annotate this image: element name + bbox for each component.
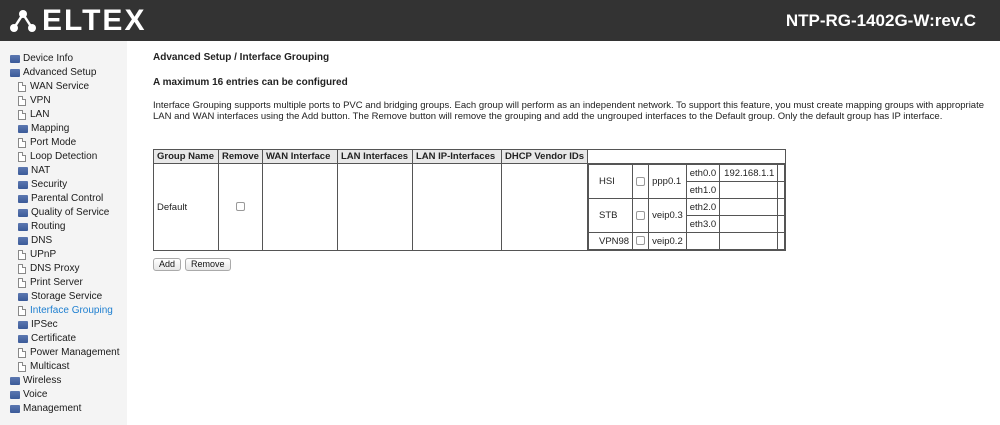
lan-ip-interfaces-cell xyxy=(412,164,501,251)
remove-button[interactable]: Remove xyxy=(185,258,231,271)
sidebar-item-label: IPSec xyxy=(31,319,58,330)
service-checkbox-cell xyxy=(633,165,649,199)
sidebar-item-label: Management xyxy=(23,403,82,414)
lan-ip-address xyxy=(720,216,778,233)
folder-icon xyxy=(18,167,28,175)
folder-icon xyxy=(18,125,28,133)
sidebar-item-label: DNS Proxy xyxy=(30,263,80,274)
folder-icon xyxy=(10,391,20,399)
sidebar-item-storage-service[interactable] xyxy=(0,290,127,304)
dhcp-vendor-ids-cell xyxy=(501,164,587,251)
folder-icon xyxy=(10,55,20,63)
sidebar-item-device-info[interactable] xyxy=(0,52,127,66)
action-buttons xyxy=(153,258,231,271)
sidebar-item-label: Advanced Setup xyxy=(23,67,97,78)
empty-cell xyxy=(778,216,785,233)
lan-interfaces-cell xyxy=(337,164,412,251)
lan-interface: eth3.0 xyxy=(686,216,719,233)
eltex-logo-icon xyxy=(8,6,38,36)
folder-icon xyxy=(10,405,20,413)
service-row xyxy=(588,199,784,216)
lan-ip-address xyxy=(720,182,778,199)
header-group-name: Group Name xyxy=(154,150,219,164)
folder-icon xyxy=(18,335,28,343)
remove-checkbox[interactable] xyxy=(236,202,245,211)
sidebar-item-label: Interface Grouping xyxy=(30,305,113,316)
add-button[interactable]: Add xyxy=(153,258,181,271)
sidebar-item-label: DNS xyxy=(31,235,53,246)
page-icon xyxy=(18,96,26,106)
folder-icon xyxy=(18,293,28,301)
sidebar-item-label: UPnP xyxy=(30,249,57,260)
sidebar-item-quality-of-service[interactable] xyxy=(0,206,127,220)
sidebar-item-label: Loop Detection xyxy=(30,151,98,162)
top-header xyxy=(0,0,1000,41)
sidebar-item-label: LAN xyxy=(30,109,50,120)
sidebar-item-label: WAN Service xyxy=(30,81,90,92)
sidebar-item-print-server[interactable] xyxy=(0,276,127,290)
services-cell xyxy=(587,164,785,251)
sidebar-item-voice[interactable] xyxy=(0,388,127,402)
empty-cell xyxy=(778,233,785,250)
sidebar-item-nat[interactable] xyxy=(0,164,127,178)
sidebar-item-lan[interactable] xyxy=(0,108,127,122)
sidebar-item-advanced-setup[interactable] xyxy=(0,66,127,80)
page-icon xyxy=(18,138,26,148)
device-model: NTP-RG-1402G-W:rev.C xyxy=(785,11,976,30)
header-lan-interfaces: LAN Interfaces xyxy=(337,150,412,164)
folder-icon xyxy=(18,209,28,217)
service-checkbox-cell xyxy=(633,199,649,233)
service-row xyxy=(588,233,784,250)
header-wan-interface: WAN Interface xyxy=(262,150,337,164)
folder-icon xyxy=(18,237,28,245)
remove-cell xyxy=(219,164,263,251)
entries-limit-note: A maximum 16 entries can be configured xyxy=(153,77,348,88)
service-name: VPN98 xyxy=(588,233,632,250)
sidebar-item-label: Port Mode xyxy=(30,137,77,148)
sidebar-item-parental-control[interactable] xyxy=(0,192,127,206)
folder-icon xyxy=(10,377,20,385)
sidebar-item-wan-service[interactable] xyxy=(0,80,127,94)
sidebar-item-power-management[interactable] xyxy=(0,346,127,360)
sidebar-item-certificate[interactable] xyxy=(0,332,127,346)
sidebar-item-label: Voice xyxy=(23,389,48,400)
sidebar-item-dns[interactable] xyxy=(0,234,127,248)
folder-icon xyxy=(18,181,28,189)
folder-icon xyxy=(18,321,28,329)
table-row xyxy=(154,164,786,251)
folder-icon xyxy=(18,223,28,231)
sidebar-item-label: Multicast xyxy=(30,361,70,372)
header-remove: Remove xyxy=(219,150,263,164)
page-title: Advanced Setup / Interface Grouping xyxy=(153,52,330,63)
page-icon xyxy=(18,362,26,372)
page-icon xyxy=(18,348,26,358)
sidebar-item-label: Print Server xyxy=(30,277,83,288)
header-spacer xyxy=(587,150,785,164)
folder-icon xyxy=(10,69,20,77)
logo-text: ELTEX xyxy=(42,3,147,37)
sidebar-item-label: Storage Service xyxy=(31,291,103,302)
page-icon xyxy=(18,110,26,120)
sidebar-item-label: Power Management xyxy=(30,347,120,358)
sidebar-item-ipsec[interactable] xyxy=(0,318,127,332)
page-icon xyxy=(18,250,26,260)
header-dhcp-vendor-ids: DHCP Vendor IDs xyxy=(501,150,587,164)
services-table xyxy=(588,164,785,250)
service-name: HSI xyxy=(588,165,632,199)
page-icon xyxy=(18,82,26,92)
empty-cell xyxy=(778,182,785,199)
sidebar-item-vpn[interactable] xyxy=(0,94,127,108)
sidebar-item-security[interactable] xyxy=(0,178,127,192)
wan-interface-cell xyxy=(262,164,337,251)
service-row xyxy=(588,165,784,182)
page-icon xyxy=(18,264,26,274)
lan-interface xyxy=(686,233,719,250)
sidebar-item-label: NAT xyxy=(31,165,51,176)
group-name-cell: Default xyxy=(154,164,219,251)
lan-interface: eth2.0 xyxy=(686,199,719,216)
sidebar-item-label: Quality of Service xyxy=(31,207,110,218)
main-content xyxy=(153,52,1000,124)
table-header-row xyxy=(154,150,786,164)
sidebar-item-upnp[interactable] xyxy=(0,248,127,262)
interface-grouping-table xyxy=(153,149,786,251)
lan-ip-address: 192.168.1.1 xyxy=(720,165,778,182)
sidebar-item-loop-detection[interactable] xyxy=(0,150,127,164)
page-description: Interface Grouping supports multiple ports to PVC and bridging groups. Each group will perform as an independent network. To support this feature, you must create mapping groups with appropriate LAN and WAN interfaces using the Add button. The Remove button will remove the grouping and add the ungrouped interfaces to the Default group. Only the default group has IP interface. xyxy=(153,100,985,122)
sidebar-item-mapping[interactable] xyxy=(0,122,127,136)
lan-interface: eth0.0 xyxy=(686,165,719,182)
sidebar-item-multicast[interactable] xyxy=(0,360,127,374)
sidebar-item-wireless[interactable] xyxy=(0,374,127,388)
service-wan-interface: veip0.3 xyxy=(649,199,687,233)
folder-icon xyxy=(18,195,28,203)
page-icon xyxy=(18,152,26,162)
sidebar-item-dns-proxy[interactable] xyxy=(0,262,127,276)
page-icon xyxy=(18,306,26,316)
sidebar-item-label: Mapping xyxy=(31,123,70,134)
service-checkbox-cell xyxy=(633,233,649,250)
service-checkbox[interactable] xyxy=(636,211,645,220)
sidebar-nav xyxy=(0,41,127,425)
sidebar-item-label: Wireless xyxy=(23,375,62,386)
service-checkbox[interactable] xyxy=(636,177,645,186)
sidebar-item-port-mode[interactable] xyxy=(0,136,127,150)
sidebar-item-label: Device Info xyxy=(23,53,74,64)
service-wan-interface: veip0.2 xyxy=(649,233,687,250)
sidebar-item-label: Security xyxy=(31,179,68,190)
eltex-logo[interactable] xyxy=(8,4,146,37)
empty-cell xyxy=(778,165,785,182)
sidebar-item-label: Routing xyxy=(31,221,66,232)
sidebar-item-label: VPN xyxy=(30,95,51,106)
lan-interface: eth1.0 xyxy=(686,182,719,199)
lan-ip-address xyxy=(720,233,778,250)
sidebar-item-management[interactable] xyxy=(0,402,127,416)
sidebar-item-label: Certificate xyxy=(31,333,77,344)
sidebar-item-routing[interactable] xyxy=(0,220,127,234)
page-icon xyxy=(18,278,26,288)
lan-ip-address xyxy=(720,199,778,216)
sidebar-item-interface-grouping[interactable] xyxy=(0,304,127,318)
service-name: STB xyxy=(588,199,632,233)
header-lan-ip-interfaces: LAN IP-Interfaces xyxy=(412,150,501,164)
service-checkbox[interactable] xyxy=(636,236,645,245)
service-wan-interface: ppp0.1 xyxy=(649,165,687,199)
empty-cell xyxy=(778,199,785,216)
sidebar-item-label: Parental Control xyxy=(31,193,104,204)
